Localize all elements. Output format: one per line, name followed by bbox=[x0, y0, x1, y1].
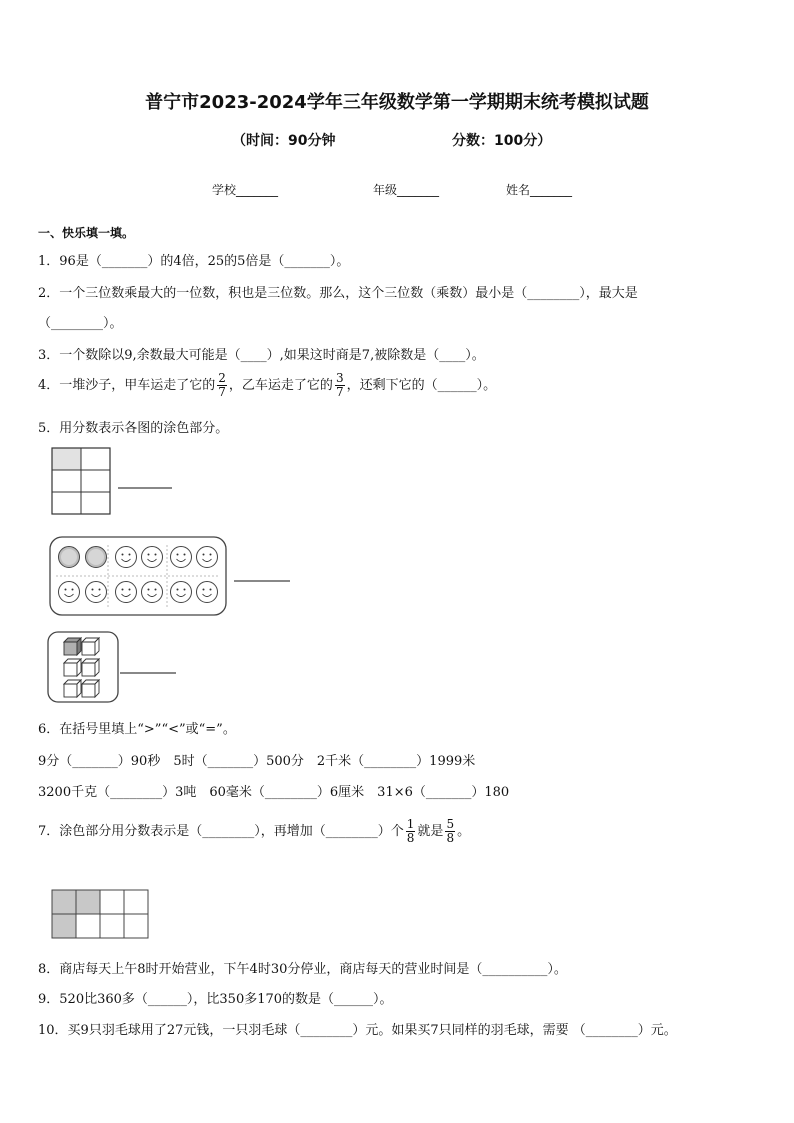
exam-time: （时间：90分钟 bbox=[232, 133, 336, 149]
smiley-face bbox=[171, 547, 192, 568]
denominator: 8 bbox=[446, 831, 455, 845]
question-4 bbox=[38, 372, 496, 399]
numerator: 3 bbox=[335, 371, 344, 385]
question-9: 9．520比360多（______），比350多170的数是（______）。 bbox=[38, 992, 393, 1007]
grid-figure-1 bbox=[50, 446, 180, 518]
question-7-text-b: 就是 bbox=[417, 824, 444, 839]
smiley-face bbox=[197, 582, 218, 603]
section-heading: 一、快乐填一填。 bbox=[38, 226, 135, 240]
smiley-figure bbox=[48, 535, 298, 619]
shaded-face bbox=[59, 547, 80, 568]
numerator: 1 bbox=[406, 817, 415, 831]
cube bbox=[82, 638, 99, 655]
cube bbox=[82, 680, 99, 697]
grade-field: 年级_______ bbox=[373, 183, 440, 197]
cube bbox=[64, 680, 81, 697]
question-7 bbox=[38, 818, 470, 845]
denominator: 7 bbox=[335, 385, 344, 399]
grid-figure-2 bbox=[50, 888, 150, 944]
denominator: 8 bbox=[406, 831, 415, 845]
smiley-face bbox=[142, 582, 163, 603]
fraction-1-8 bbox=[406, 818, 416, 845]
denominator: 7 bbox=[218, 385, 226, 399]
smiley-face bbox=[59, 582, 80, 603]
school-field: 学校_______ bbox=[212, 183, 279, 197]
exam-score: 分数：100分） bbox=[452, 133, 552, 149]
question-4-text-b: ，乙车运走了它的 bbox=[228, 378, 333, 393]
smiley-face bbox=[142, 547, 163, 568]
fraction-2-7 bbox=[217, 372, 227, 399]
question-7-text-a: 7．涂色部分用分数表示是（________），再增加（________）个 bbox=[38, 824, 404, 839]
question-10: 10．买9只羽毛球用了27元钱，一只羽毛球（________）元。如果买7只同样的羽毛球，需要 （________）元。 bbox=[38, 1023, 677, 1038]
smiley-face bbox=[116, 547, 137, 568]
question-8: 8．商店每天上午8时开始营业，下午4时30分停业，商店每天的营业时间是（__________）。 bbox=[38, 962, 567, 977]
shaded-face bbox=[86, 547, 107, 568]
numerator: 5 bbox=[446, 817, 455, 831]
shaded-cell bbox=[52, 448, 81, 470]
fraction-5-8 bbox=[445, 818, 455, 845]
question-7-text-c: 。 bbox=[457, 824, 471, 839]
question-3: 3．一个数除以9,余数最大可能是（____）,如果这时商是7,被除数是（____）。 bbox=[38, 348, 485, 363]
cube bbox=[64, 659, 81, 676]
question-6-row-1: 9分（_______）90秒 5时（_______）500分 2千米（________）1999米 bbox=[38, 754, 476, 769]
fraction-3-7 bbox=[335, 372, 345, 399]
cube bbox=[82, 659, 99, 676]
cube bbox=[64, 638, 81, 655]
question-6: 6．在括号里填上“>”“<”或“=”。 bbox=[38, 722, 236, 737]
question-2: 2．一个三位数乘最大的一位数，积也是三位数。那么，这个三位数（乘数）最小是（________），最大是 bbox=[38, 286, 638, 301]
smiley-face bbox=[86, 582, 107, 603]
question-1: 1．96是（_______）的4倍，25的5倍是（_______）。 bbox=[38, 254, 350, 269]
question-4-text-a: 4．一堆沙子，甲车运走了它的 bbox=[38, 378, 216, 393]
smiley-face bbox=[171, 582, 192, 603]
smiley-face bbox=[116, 582, 137, 603]
numerator: 2 bbox=[218, 371, 226, 385]
cube-figure bbox=[46, 630, 186, 706]
page-title: 普宁市2023-2024学年三年级数学第一学期期末统考模拟试题 bbox=[145, 92, 649, 113]
question-5: 5．用分数表示各图的涂色部分。 bbox=[38, 421, 229, 436]
smiley-face bbox=[197, 547, 218, 568]
question-2-cont: （________）。 bbox=[38, 316, 123, 331]
question-4-text-c: ，还剩下它的（______）。 bbox=[346, 378, 497, 393]
name-field: 姓名_______ bbox=[506, 183, 573, 197]
question-6-row-2: 3200千克（________）3吨 60毫米（________）6厘米 31×6（_______）180 bbox=[38, 785, 510, 800]
